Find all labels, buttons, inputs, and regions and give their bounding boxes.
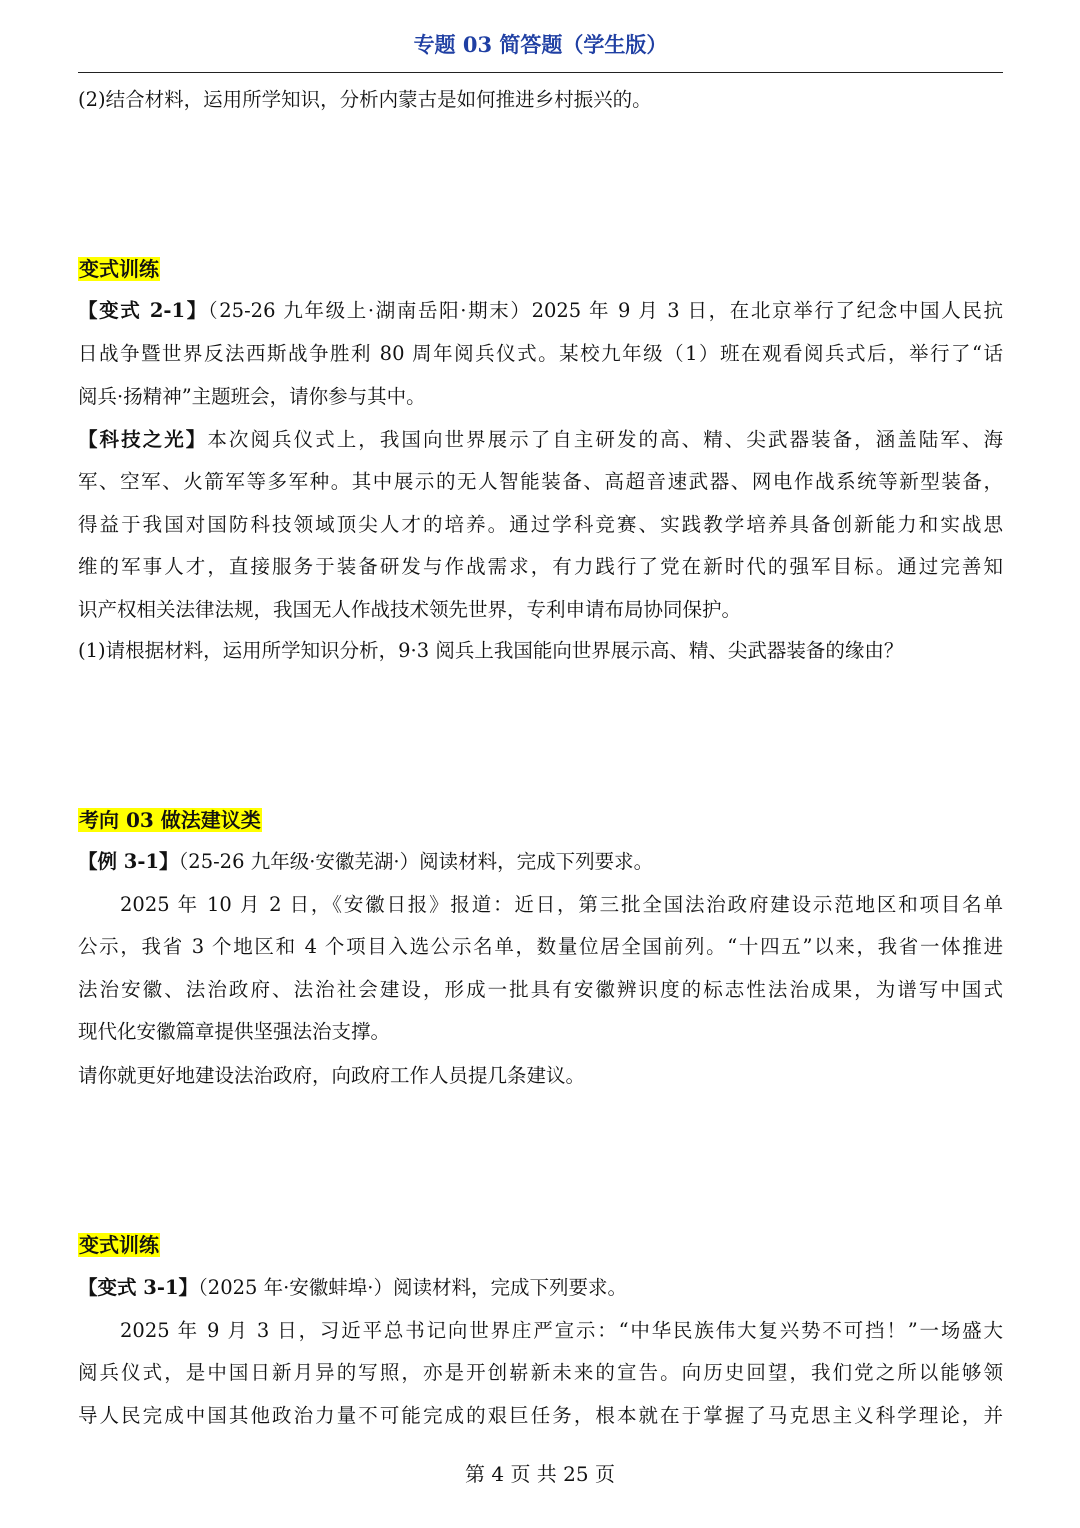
variant-training-label-1 [78,255,160,283]
example-3-1-tag: 【例 3-1】 [78,850,179,873]
material-tag: 【科技之光】 [78,428,208,451]
variant-3-1-line-2: 阅兵仪式，是中国日新月异的写照，亦是开创崭新未来的宣告。向历史回望，我们党之所以能够领 [78,1361,1003,1384]
variant-2-1-text: （25-26 九年级上·湖南岳阳·期末）2025 年 9 月 3 日，在北京举行了纪念中国人民抗 [207,299,1003,322]
material-line-3: 得益于我国对国防科技领域顶尖人才的培养。通过学科竞赛、实践教学培养具备创新能力和实战思 [78,513,1003,536]
variant-2-1-tag: 【变式 2-1】 [78,299,208,322]
variant-2-1-line-1 [78,297,1003,325]
variant-training-label-2 [78,1231,160,1259]
material-line-5: 识产权相关法律法规，我国无人作战技术领先世界，专利申请布局协同保护。 [78,598,742,621]
variant-3-1-line-1: 2025 年 9 月 3 日，习近平总书记向世界庄严宣示：“中华民族伟大复兴势不可挡！”一场盛大 [120,1319,1003,1342]
material-line-1 [78,426,1003,454]
example-3-1-line-4: 现代化安徽篇章提供坚强法治支撑。 [78,1020,391,1043]
section-label-direction-03 [78,806,262,834]
variant-3-1-head-text: （2025 年·安徽蚌埠·）阅读材料，完成下列要求。 [198,1276,628,1299]
material-line-4: 维的军事人才，直接服务于装备研发与作战需求，有力践行了党在新时代的强军目标。通过完善知 [78,555,1003,578]
variant-2-1-line-3: 阅兵·扬精神”主题班会，请你参与其中。 [78,385,426,408]
variant-3-1-line-3: 导人民完成中国其他政治力量不可能完成的艰巨任务，根本就在于掌握了马克思主义科学理论，并 [78,1404,1003,1427]
example-3-1-head [78,848,1003,876]
example-3-1-line-1: 2025 年 10 月 2 日，《安徽日报》报道：近日，第三批全国法治政府建设示范地区和项目名单 [120,893,1003,916]
header-divider [78,72,1003,73]
variant-training-label-text-2: 变式训练 [79,1233,159,1257]
example-3-1-head-text: （25-26 九年级·安徽芜湖·）阅读材料，完成下列要求。 [178,850,654,873]
page-number-footer: 第 4 页 共 25 页 [465,1462,615,1486]
variant-training-label-text: 变式训练 [79,257,159,281]
question-2-part-2: (2)结合材料，运用所学知识，分析内蒙古是如何推进乡村振兴的。 [78,88,652,111]
variant-3-1-tag: 【变式 3-1】 [78,1276,199,1299]
example-3-1-line-2: 公示，我省 3 个地区和 4 个项目入选公示名单，数量位居全国前列。“十四五”以来，我省一体推进 [78,935,1003,958]
page-header-title: 专题 03 简答题（学生版） [413,32,668,57]
variant-3-1-head [78,1274,1003,1302]
example-3-1-question: 请你就更好地建设法治政府，向政府工作人员提几条建议。 [78,1064,586,1087]
section-label-text: 考向 03 做法建议类 [79,808,261,832]
material-line-2: 军、空军、火箭军等多军种。其中展示的无人智能装备、高超音速武器、网电作战系统等新型装备， [78,470,1003,493]
example-3-1-line-3: 法治安徽、法治政府、法治社会建设，形成一批具有安徽辨识度的标志性法治成果，为谱写中国式 [78,978,1003,1001]
variant-2-1-question: (1)请根据材料，运用所学知识分析，9·3 阅兵上我国能向世界展示高、精、尖武器装备的缘由？ [78,639,904,662]
material-text: 本次阅兵仪式上，我国向世界展示了自主研发的高、精、尖武器装备，涵盖陆军、海 [207,428,1003,451]
variant-2-1-line-2: 日战争暨世界反法西斯战争胜利 80 周年阅兵仪式。某校九年级（1）班在观看阅兵式后，举行了“话 [78,342,1003,365]
